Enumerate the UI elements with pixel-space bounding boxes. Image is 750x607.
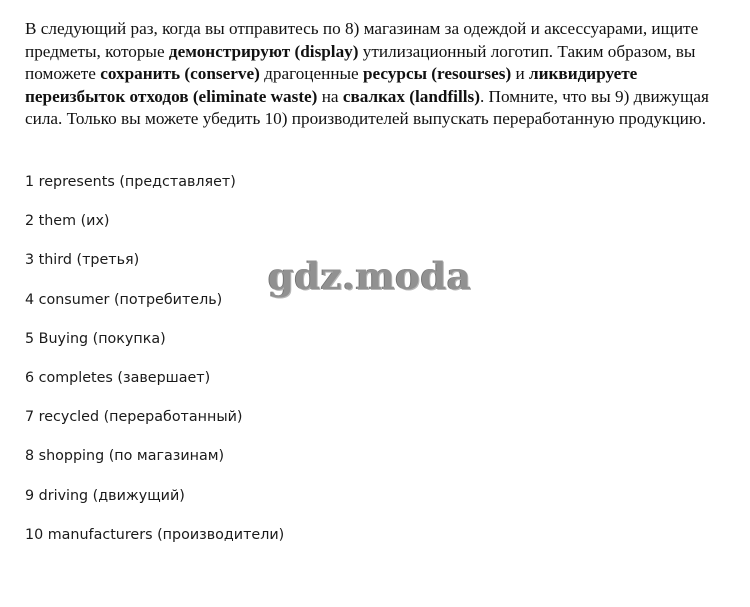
answer-item: 6 completes (завершает) bbox=[25, 369, 211, 386]
text-segment: . Помните, что вы 9) движущая сила. Только вы можете убедить 10) производителей выпускать переработанную продукцию. bbox=[25, 86, 709, 128]
text-segment: В следующий раз, когда вы отправитесь по 8) магазинам за одеждой и аксессуарами, ищите предметы, которые bbox=[25, 19, 699, 61]
answer-item: 8 shopping (по магазинам) bbox=[25, 448, 225, 465]
answer-list bbox=[25, 170, 284, 562]
text-segment: на bbox=[317, 86, 343, 106]
text-segment: и bbox=[511, 64, 529, 83]
exercise-paragraph bbox=[25, 18, 733, 131]
answer-item: 10 manufacturers (производители) bbox=[25, 526, 285, 543]
bold-term-display: демонстрируют (display) bbox=[168, 41, 359, 61]
text-segment: утилизационный логотип. Таким образом, вы поможете bbox=[25, 41, 696, 83]
answer-item: 7 recycled (переработанный) bbox=[25, 409, 243, 426]
answer-item: 2 them (их) bbox=[25, 213, 110, 230]
bold-term-landfills: свалках (landfills) bbox=[342, 86, 480, 106]
bold-term-resources: ресурсы (resourses) bbox=[363, 64, 512, 83]
answer-item: 9 driving (движущий) bbox=[25, 487, 185, 504]
watermark-logo: gdz.moda bbox=[268, 254, 472, 298]
text-segment: драгоценные bbox=[259, 64, 363, 83]
answer-item: 3 third (третья) bbox=[25, 252, 140, 269]
bold-term-conserve: сохранить (conserve) bbox=[100, 64, 260, 83]
bold-term-eliminate-waste: ликвидируете переизбыток отходов (eliminate waste) bbox=[25, 64, 638, 106]
answer-item: 1 represents (представляет) bbox=[25, 174, 236, 190]
answer-item: 5 Buying (покупка) bbox=[25, 330, 166, 347]
answer-item: 4 consumer (потребитель) bbox=[25, 291, 223, 308]
